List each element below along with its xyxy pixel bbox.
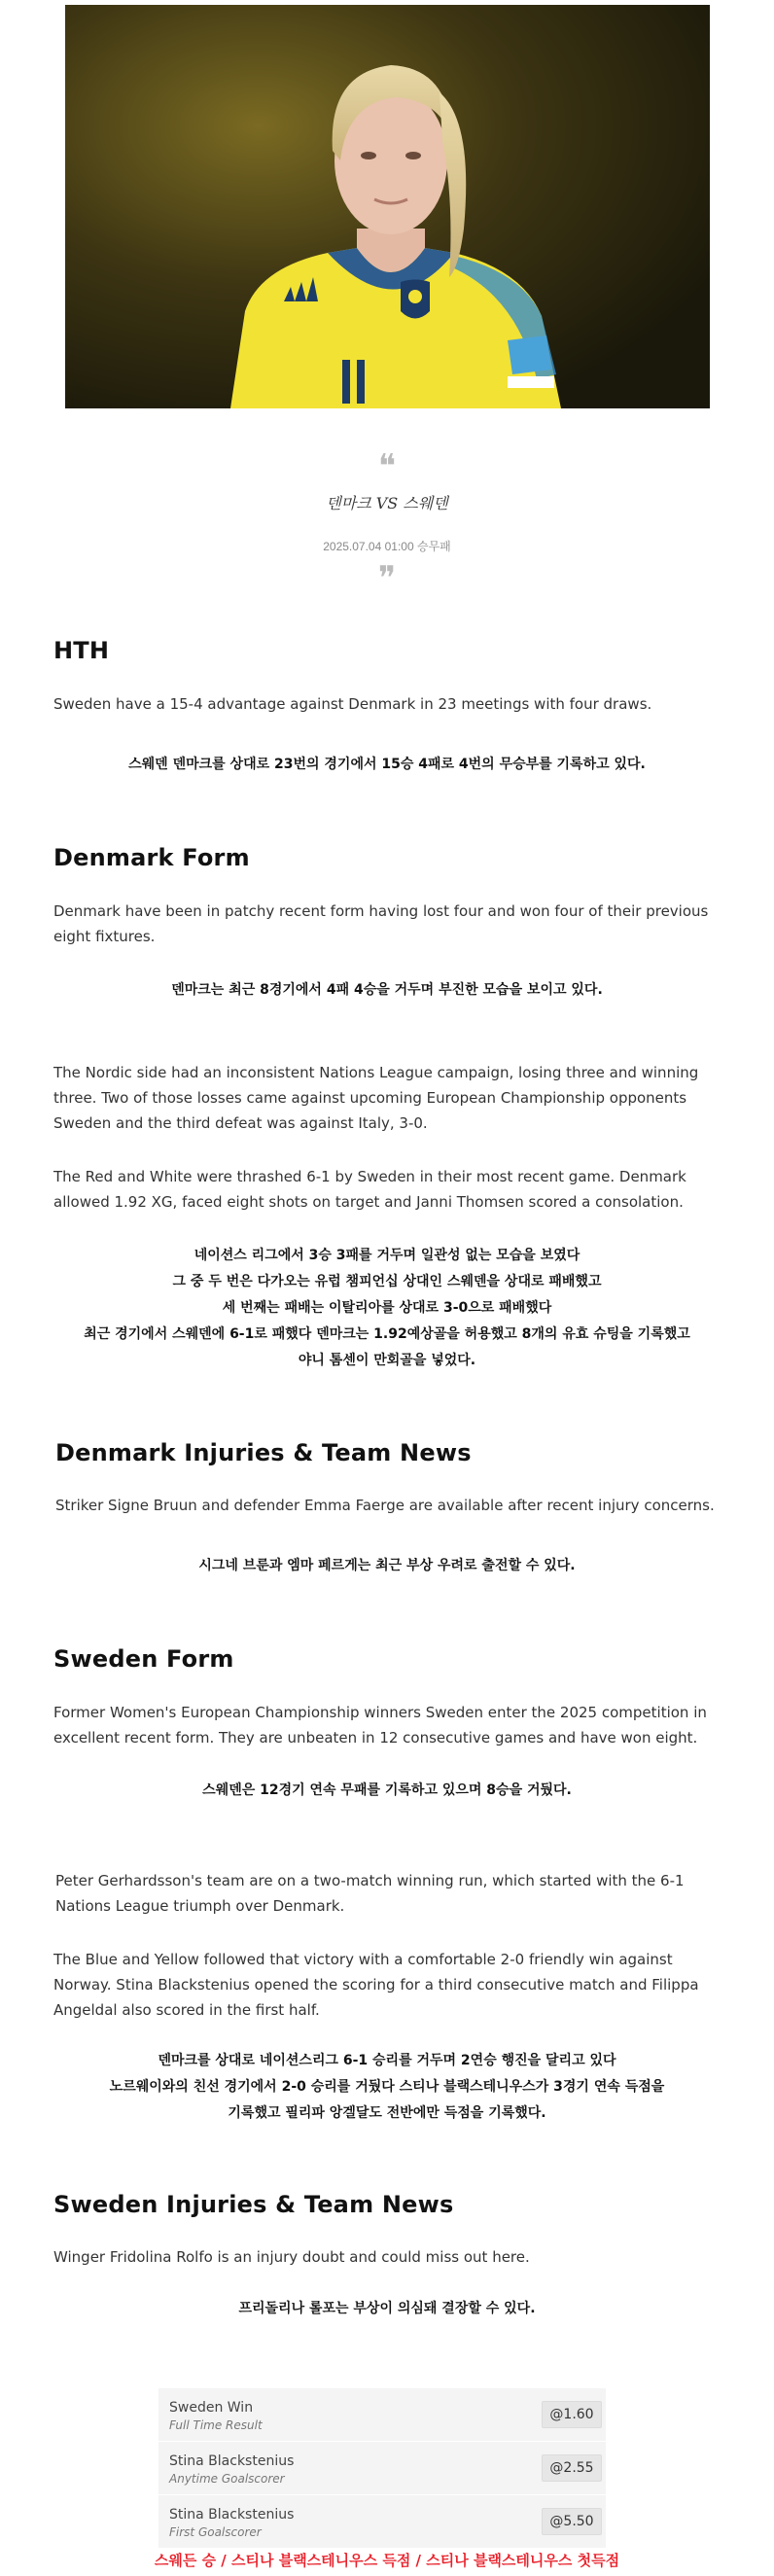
hth-text-en: Sweden have a 15-4 advantage against Denmark in 23 meetings with four draws.: [53, 695, 652, 713]
sweden-form-text-en-3: The Blue and Yellow followed that victory with a comfortable 2-0 friendly win against Norway. Stina Blackstenius opened the scoring for a third consecutive match and Filippa Angeldal also scored in the first half.: [53, 1951, 699, 2019]
match-date: 2025.07.04 01:00 승무패: [323, 540, 451, 553]
hero-player-photo: [65, 5, 710, 408]
match-quote: [0, 447, 774, 486]
denmark-form-text-en-3: The Red and White were thrashed 6-1 by Sweden in their most recent game. Denmark allowed 1.92 XG, faced eight shots on target and Janni Thomsen scored a consolation.: [53, 1168, 686, 1211]
section-heading-denmark-form: Denmark Form: [53, 844, 250, 871]
final-pick: 스웨든 승 / 스티나 블랙스테니우스 득점 / 스티나 블랙스테니우스 첫득점: [154, 2552, 620, 2569]
ko-line: 그 중 두 번은 다가오는 유럽 챔피언십 상대인 스웨덴을 상대로 패배했고: [172, 1274, 602, 1289]
bet-market: First Goalscorer: [169, 2525, 262, 2539]
denmark-form-text-en-2: The Nordic side had an inconsistent Nations League campaign, losing three and winning three. Two of those losses came against upcoming European Championship opponents Sweden and the third defeat was against Italy, 3-0.: [53, 1064, 699, 1132]
bet-selection: Stina Blackstenius: [169, 2453, 295, 2469]
bet-row[interactable]: [158, 2495, 606, 2549]
ko-line: 기록했고 필리파 앙겔달도 전반에만 득점을 기록했다.: [228, 2105, 546, 2121]
bet-odds-button[interactable]: @5.50: [542, 2508, 602, 2535]
denmark-news-text-en: Striker Signe Bruun and defender Emma Faerge are available after recent injury concerns.: [55, 1497, 715, 1514]
section-heading-hth: HTH: [53, 637, 110, 664]
bet-row[interactable]: [158, 2442, 606, 2495]
sweden-form-text-en-2: Peter Gerhardsson's team are on a two-match winning run, which started with the 6-1 Nations League triumph over Denmark.: [55, 1872, 685, 1915]
bet-selection: Sweden Win: [169, 2400, 254, 2416]
ko-line: 네이션스 리그에서 3승 3패를 거두며 일관성 없는 모습을 보였다: [194, 1248, 580, 1263]
denmark-news-text-ko: 시그네 브룬과 엠마 페르게는 최근 부상 우려로 출전할 수 있다.: [198, 1558, 576, 1573]
bet-selections-table: [158, 2388, 606, 2549]
sweden-form-text-ko-1: 스웨덴은 12경기 연속 무패를 기록하고 있으며 8승을 거뒀다.: [202, 1782, 572, 1798]
bet-market: Anytime Goalscorer: [169, 2472, 285, 2486]
close-quote-icon: ❞: [377, 559, 397, 598]
hth-text-ko: 스웨덴 덴마크를 상대로 23번의 경기에서 15승 4패로 4번의 무승부를 기록하고 있다.: [128, 757, 646, 772]
open-quote-icon: ❝: [377, 447, 397, 486]
denmark-form-text-ko-1: 덴마크는 최근 8경기에서 4패 4승을 거두며 부진한 모습을 보이고 있다.: [171, 982, 603, 998]
ko-line: 최근 경기에서 스웨덴에 6-1로 패했다 덴마크는 1.92예상골을 허용했고 8개의 유효 슈팅을 기록했고: [84, 1326, 690, 1342]
ko-line: 야니 톰센이 만회골을 넣었다.: [298, 1353, 476, 1368]
denmark-form-text-en-1: Denmark have been in patchy recent form having lost four and won four of their previous eight fixtures.: [53, 902, 709, 945]
player-illustration: [65, 5, 710, 408]
close-quote-wrap: [0, 559, 774, 598]
bet-row[interactable]: [158, 2388, 606, 2442]
bet-selection: Stina Blackstenius: [169, 2507, 295, 2523]
bet-market: Full Time Result: [169, 2418, 263, 2432]
sweden-news-text-en: Winger Fridolina Rolfo is an injury doubt and could miss out here.: [53, 2248, 530, 2266]
bet-odds-button[interactable]: @1.60: [542, 2401, 602, 2428]
section-heading-sweden-form: Sweden Form: [53, 1645, 234, 1673]
sweden-news-text-ko: 프리돌리나 롤포는 부상이 의심돼 결장할 수 있다.: [238, 2301, 536, 2316]
sweden-form-text-en-1: Former Women's European Championship winners Sweden enter the 2025 competition in excellent recent form. They are unbeaten in 12 consecutive games and have won eight.: [53, 1704, 707, 1747]
ko-line: 노르웨이와의 친선 경기에서 2-0 승리를 거뒀다 스티나 블랙스테니우스가 3경기 연속 득점을: [109, 2079, 665, 2095]
denmark-form-text-ko-2: [39, 1243, 735, 1374]
section-heading-sweden-news: Sweden Injuries & Team News: [53, 2191, 454, 2218]
bet-odds-button[interactable]: @2.55: [542, 2454, 602, 2482]
match-title: 덴마크 VS 스웨덴: [326, 494, 448, 512]
section-heading-denmark-news: Denmark Injuries & Team News: [55, 1439, 472, 1466]
ko-line: 세 번째는 패배는 이탈리아를 상대로 3-0으로 패배했다: [222, 1300, 552, 1316]
ko-line: 덴마크를 상대로 네이션스리그 6-1 승리를 거두며 2연승 행진을 달리고 있다: [158, 2053, 616, 2068]
sweden-form-text-ko-2: [39, 2048, 735, 2127]
